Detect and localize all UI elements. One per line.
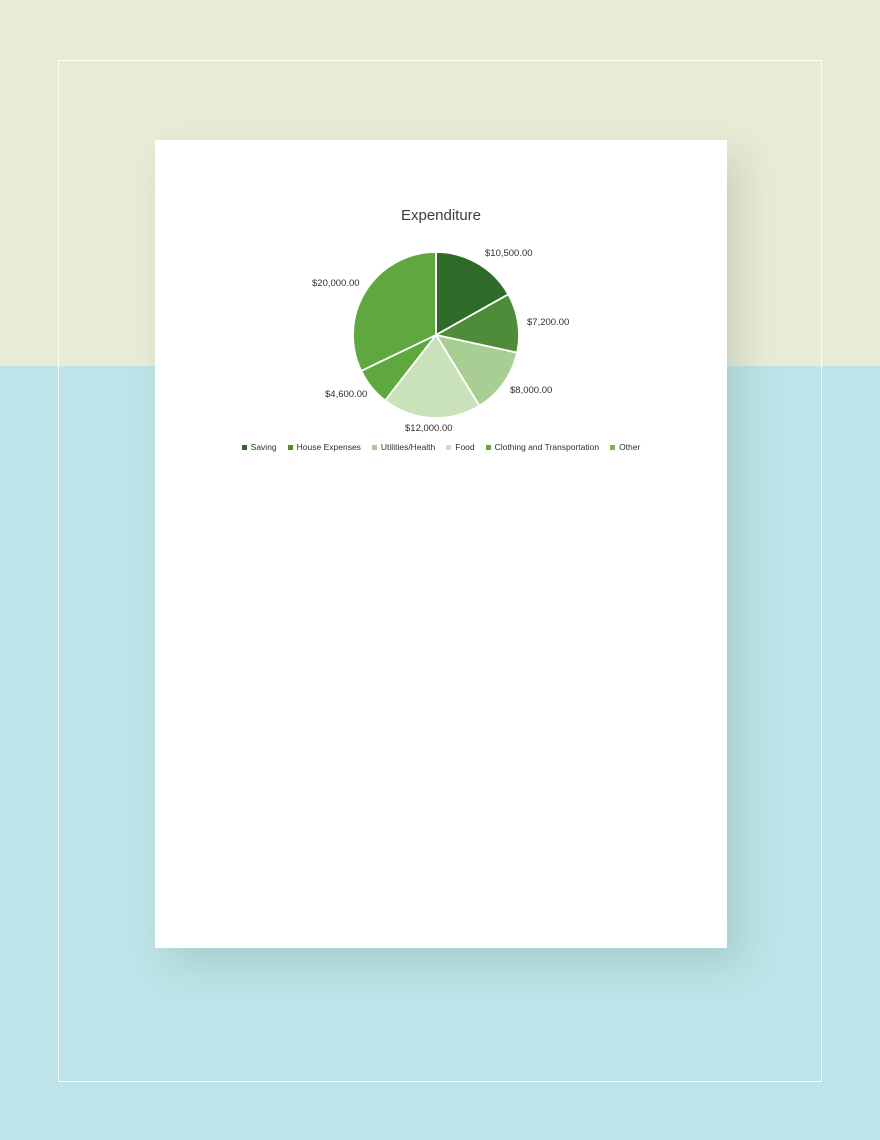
chart-title: Expenditure [400, 207, 482, 224]
chart-legend [155, 442, 727, 452]
data-label-food: $12,000.00 [405, 423, 453, 434]
pie-slices-final [353, 252, 519, 418]
document-sheet [155, 140, 727, 948]
legend-swatch-icon [372, 445, 377, 450]
legend-label: House Expenses [296, 442, 361, 452]
legend-label: Saving [250, 442, 277, 452]
legend-item-house-expenses[interactable] [288, 442, 361, 452]
data-label-other: $20,000.00 [312, 278, 360, 289]
legend-swatch-icon [446, 445, 451, 450]
data-label-saving: $10,500.00 [485, 248, 533, 259]
pie-chart [155, 140, 727, 470]
legend-swatch-icon [610, 445, 615, 450]
data-label-utilities-health: $8,000.00 [510, 385, 553, 396]
legend-item-other[interactable] [610, 442, 640, 452]
data-label-house-expenses: $7,200.00 [527, 317, 570, 328]
pie-svg [353, 252, 519, 418]
legend-label: Other [619, 442, 641, 452]
data-label-clothing-transportation: $4,600.00 [325, 389, 368, 400]
legend-item-clothing-transportation[interactable] [486, 442, 599, 452]
legend-swatch-icon [486, 445, 491, 450]
legend-label: Clothing and Transportation [494, 442, 600, 452]
legend-swatch-icon [242, 445, 247, 450]
legend-item-utilities-health[interactable] [372, 442, 435, 452]
legend-label: Food [455, 442, 475, 452]
pie-graphic [353, 252, 519, 418]
legend-label: Utilities/Health [380, 442, 436, 452]
legend-item-saving[interactable] [242, 442, 277, 452]
legend-swatch-icon [288, 445, 293, 450]
legend-item-food[interactable] [446, 442, 474, 452]
